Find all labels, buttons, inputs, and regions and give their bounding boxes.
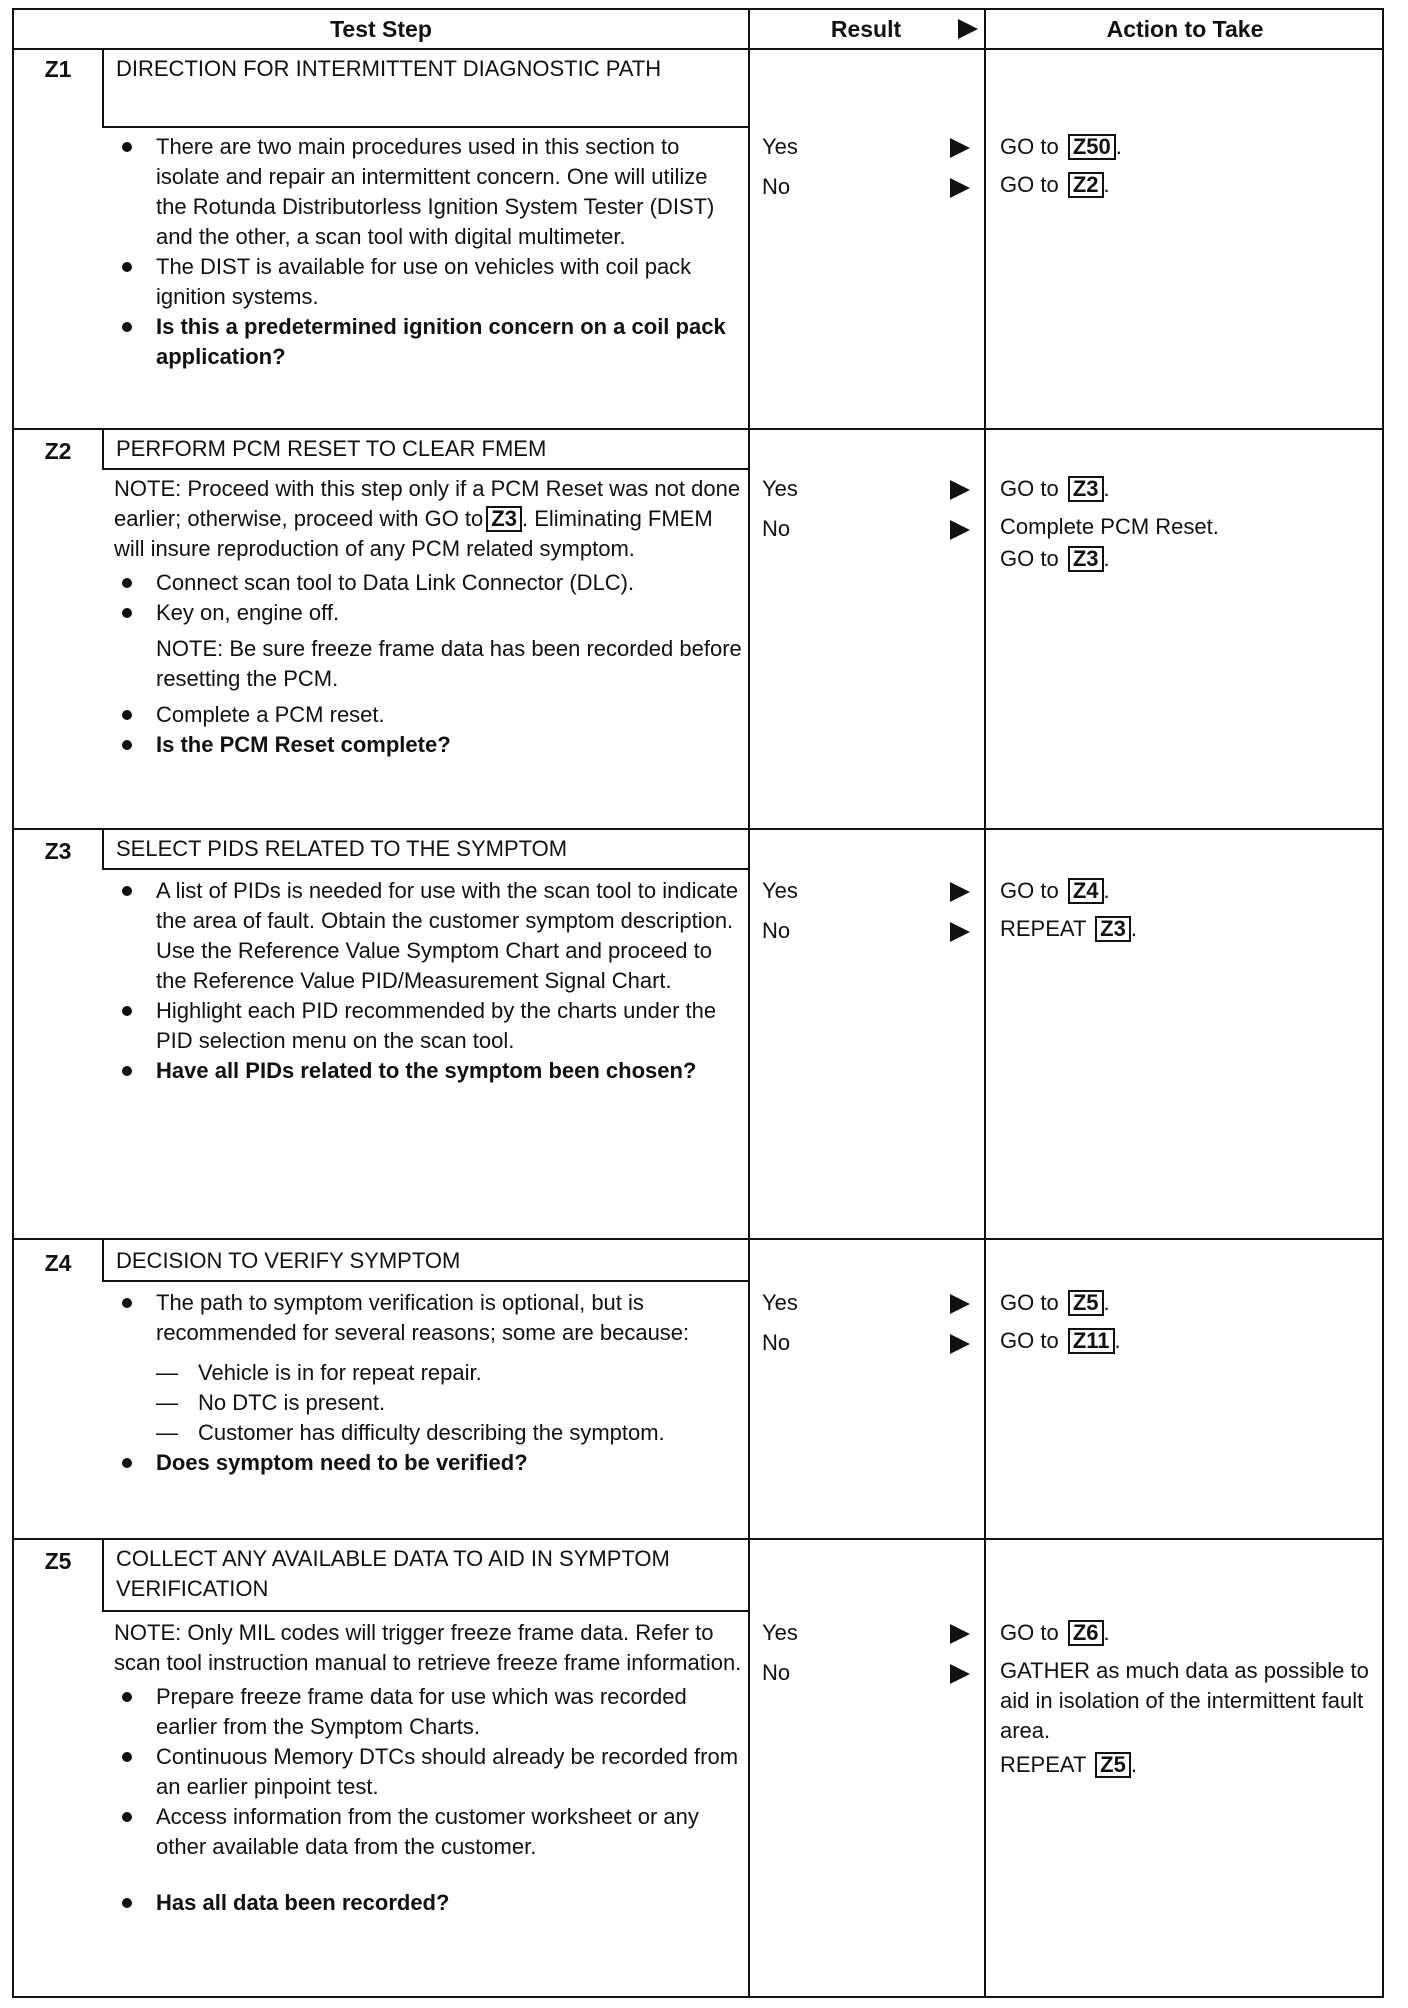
step-results (762, 132, 984, 212)
step-title-divider (102, 126, 748, 128)
step-title: SELECT PIDS RELATED TO THE SYMPTOM (116, 836, 568, 861)
bullet-item: Highlight each PID recommended by the charts under the PID selection menu on the scan tool. (114, 996, 744, 1056)
note-text: NOTE: Proceed with this step only if a PCM Reset was not done earlier; otherwise, proceed with GO to (114, 476, 741, 531)
result-yes-label: Yes (762, 134, 798, 159)
header-action: Action to Take (1106, 15, 1264, 42)
bullet-item: The path to symptom verification is optional, but is recommended for several reasons; some are because: (114, 1288, 744, 1348)
arrow-right-icon (950, 922, 970, 942)
arrow-right-icon (950, 480, 970, 500)
bullet-item: Complete a PCM reset. (114, 700, 744, 730)
header-result (748, 10, 984, 48)
action-no: REPEAT Z5 . (1000, 1752, 1137, 1777)
step-actions (1000, 132, 1370, 208)
dash-item: — Customer has difficulty describing the symptom. (114, 1418, 744, 1448)
action-yes: GO to Z3 . (1000, 476, 1110, 501)
step-reference-link[interactable]: Z3 (486, 506, 522, 532)
result-no (762, 1328, 984, 1368)
column-divider-action (984, 10, 986, 1996)
arrow-right-icon (950, 178, 970, 198)
bullet-item: There are two main procedures used in this section to isolate and repair an intermittent concern. One will utilize the Rotunda Distributorless Ignition System Tester (DIST) and the other, a scan tool with digital multimeter. (114, 132, 744, 252)
bullet-item: Continuous Memory DTCs should already be recorded from an earlier pinpoint test. (114, 1742, 744, 1802)
action-yes: GO to Z5 . (1000, 1290, 1110, 1315)
result-no-label: No (762, 516, 791, 541)
step-title: PERFORM PCM RESET TO CLEAR FMEM (116, 436, 547, 461)
bullet-item: Prepare freeze frame data for use which was recorded earlier from the Symptom Charts. (114, 1682, 744, 1742)
arrow-right-icon (950, 138, 970, 158)
result-yes-label: Yes (762, 878, 798, 903)
result-yes-label: Yes (762, 476, 798, 501)
action-no: REPEAT Z3 . (1000, 916, 1137, 941)
step-body (114, 876, 744, 1086)
step-actions (1000, 474, 1370, 582)
result-yes (762, 1288, 984, 1328)
step-reference-link[interactable]: Z2 (1068, 172, 1104, 198)
step-question: Has all data been recorded? (114, 1888, 744, 1918)
go-to-label: GO to (1000, 134, 1059, 159)
go-to-label: GO to (1000, 1620, 1059, 1645)
step-question: Does symptom need to be verified? (114, 1448, 744, 1478)
step-title: DECISION TO VERIFY SYMPTOM (116, 1248, 461, 1273)
step-title-divider (102, 468, 748, 470)
go-to-label: GO to (1000, 1328, 1059, 1353)
row-divider (14, 1238, 1382, 1240)
arrow-right-icon (958, 19, 978, 39)
step-question: Is this a predetermined ignition concern on a coil pack application? (114, 312, 744, 372)
step-question: Is the PCM Reset complete? (114, 730, 744, 760)
step-number: Z4 (44, 1250, 72, 1276)
step-number-divider (102, 48, 104, 126)
note-text: . Eliminating FMEM will insure reproduction of any PCM related symptom. (114, 506, 713, 561)
step-body (114, 474, 744, 760)
step-actions (1000, 1618, 1370, 1788)
bullet-item: Access information from the customer worksheet or any other available data from the customer. (114, 1802, 744, 1862)
bullet-item: Connect scan tool to Data Link Connector (DLC). (114, 568, 744, 598)
result-no-label: No (762, 918, 791, 943)
header-result-label: Result (830, 15, 902, 42)
result-yes (762, 1618, 984, 1658)
go-to-label: GO to (1000, 476, 1059, 501)
step-title-divider (102, 1280, 748, 1282)
step-number: Z5 (44, 1548, 72, 1574)
step-reference-link[interactable]: Z4 (1068, 878, 1104, 904)
result-no (762, 514, 984, 554)
bullet-item: The DIST is available for use on vehicles with coil pack ignition systems. (114, 252, 744, 312)
action-yes: GO to Z6 . (1000, 1620, 1110, 1645)
step-body (114, 132, 744, 372)
header-divider (14, 48, 1382, 50)
arrow-right-icon (950, 1334, 970, 1354)
step-actions (1000, 876, 1370, 952)
result-no (762, 916, 984, 956)
step-number-divider (102, 1538, 104, 1610)
result-no-label: No (762, 174, 791, 199)
bullet-item: Key on, engine off. (114, 598, 744, 628)
result-no-label: No (762, 1660, 791, 1685)
action-no: GO to Z2 . (1000, 172, 1110, 197)
action-no-text: Complete PCM Reset. (1000, 514, 1219, 539)
repeat-label: REPEAT (1000, 916, 1086, 941)
result-yes-label: Yes (762, 1620, 798, 1645)
action-no: GO to Z3 . (1000, 546, 1110, 571)
arrow-right-icon (950, 520, 970, 540)
step-title: DIRECTION FOR INTERMITTENT DIAGNOSTIC PATH (116, 56, 662, 81)
result-no (762, 172, 984, 212)
action-no-text: GATHER as much data as possible to aid in isolation of the intermittent fault area. (1000, 1658, 1369, 1743)
step-number-divider (102, 1238, 104, 1280)
step-reference-link[interactable]: Z3 (1095, 916, 1131, 942)
repeat-label: REPEAT (1000, 1752, 1086, 1777)
result-no (762, 1658, 984, 1698)
dash-item: — No DTC is present. (114, 1388, 744, 1418)
step-number: Z1 (44, 56, 72, 82)
step-title-divider (102, 868, 748, 870)
step-reference-link[interactable]: Z5 (1068, 1290, 1104, 1316)
step-results (762, 1618, 984, 1698)
go-to-label: GO to (1000, 546, 1059, 571)
go-to-label: GO to (1000, 1290, 1059, 1315)
step-results (762, 474, 984, 554)
arrow-right-icon (950, 1624, 970, 1644)
action-no: GO to Z11 . (1000, 1328, 1121, 1353)
step-question: Have all PIDs related to the symptom been chosen? (114, 1056, 744, 1086)
step-results (762, 1288, 984, 1368)
arrow-right-icon (950, 1294, 970, 1314)
dash-item: — Vehicle is in for repeat repair. (114, 1358, 744, 1388)
step-results (762, 876, 984, 956)
step-reference-link[interactable]: Z6 (1068, 1620, 1104, 1646)
row-divider (14, 828, 1382, 830)
step-number: Z3 (44, 838, 72, 864)
step-number-divider (102, 828, 104, 868)
column-divider-result (748, 10, 750, 1996)
result-yes (762, 474, 984, 514)
action-yes: GO to Z50 . (1000, 134, 1122, 159)
header-test-step: Test Step (330, 15, 432, 42)
step-actions (1000, 1288, 1370, 1364)
step-title: COLLECT ANY AVAILABLE DATA TO AID IN SYMPTOM VERIFICATION (116, 1546, 670, 1601)
step-number: Z2 (44, 438, 72, 464)
step-note: NOTE: Only MIL codes will trigger freeze frame data. Refer to scan tool instruction manual to retrieve freeze frame information. (114, 1620, 742, 1675)
diagnostic-table (12, 8, 1384, 1998)
step-body (114, 1618, 744, 1918)
sub-note: NOTE: Be sure freeze frame data has been recorded before resetting the PCM. (156, 636, 742, 691)
row-divider (14, 1538, 1382, 1540)
arrow-right-icon (950, 1664, 970, 1684)
step-title-divider (102, 1610, 748, 1612)
step-reference-link[interactable]: Z3 (1068, 476, 1104, 502)
step-number-divider (102, 428, 104, 468)
step-reference-link[interactable]: Z5 (1095, 1752, 1131, 1778)
bullet-item: A list of PIDs is needed for use with the scan tool to indicate the area of fault. Obtain the customer symptom description. Use the Reference Value Symptom Chart and proceed to the Reference Value PID/Measurement Signal Chart. (114, 876, 744, 996)
step-body (114, 1288, 744, 1478)
row-divider (14, 428, 1382, 430)
result-yes (762, 876, 984, 916)
step-reference-link[interactable]: Z3 (1068, 546, 1104, 572)
result-yes (762, 132, 984, 172)
step-reference-link[interactable]: Z11 (1068, 1328, 1115, 1354)
arrow-right-icon (950, 882, 970, 902)
step-note (114, 474, 744, 564)
go-to-label: GO to (1000, 172, 1059, 197)
result-yes-label: Yes (762, 1290, 798, 1315)
result-no-label: No (762, 1330, 791, 1355)
action-yes: GO to Z4 . (1000, 878, 1110, 903)
step-reference-link[interactable]: Z50 (1068, 134, 1116, 160)
go-to-label: GO to (1000, 878, 1059, 903)
